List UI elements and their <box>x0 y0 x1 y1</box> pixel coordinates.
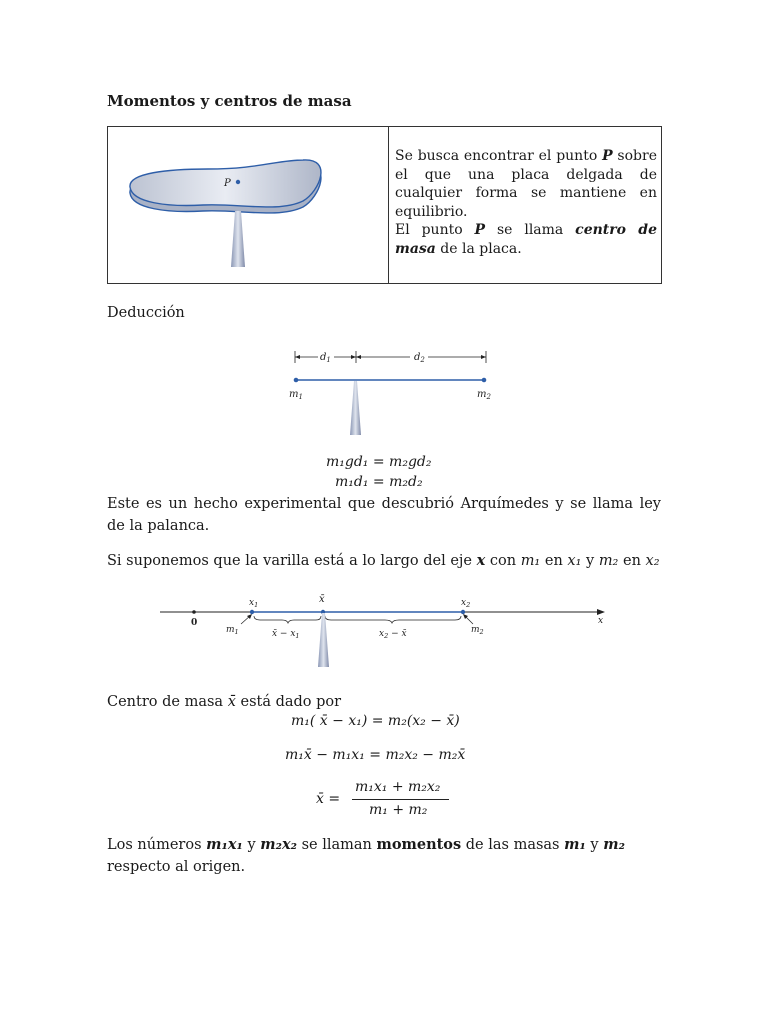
paragraph-center: Centro de masa x̄ está dado por <box>107 694 342 710</box>
svg-text:x2: $x_2$ <box>461 598 471 609</box>
origin <box>192 610 196 614</box>
svg-text:x̄: x̄ <box>319 594 325 605</box>
svg-text:m1: $m_1$ <box>226 625 239 636</box>
intro-box <box>107 126 662 284</box>
equation-1: m₁gd₁ = m₂gd₂ <box>326 454 432 470</box>
d2-label: $d_2$ <box>414 352 425 364</box>
axis-diagram <box>155 588 615 670</box>
page-title: Momentos y centros de masa <box>107 92 352 110</box>
plate-illustration <box>108 127 388 283</box>
pivot-pin <box>231 211 245 267</box>
m2-label: $m_2$ <box>477 389 491 401</box>
paragraph-moments: Los números m₁x₁ y m₂x₂ se llaman momentos de las masas m₁ y m₂ respecto al origen. <box>107 836 625 875</box>
svg-text:x̄ − x1: x̄ − $x_1$ <box>272 629 300 640</box>
point-p-label: P <box>224 178 231 189</box>
point-p-marker <box>236 180 240 184</box>
m1-label: $m_1$ <box>289 389 303 401</box>
fulcrum <box>350 381 361 435</box>
fulcrum <box>318 613 329 667</box>
m2-point <box>482 378 487 383</box>
svg-text:x: x <box>598 616 604 626</box>
equation-2: m₁d₁ = m₂d₂ <box>335 474 423 490</box>
svg-text:x2 − x̄: $x_2$ − x̄ <box>379 629 407 640</box>
paragraph-axis: Si suponemos que la varilla está a lo largo del eje x con m₁ en x₁ y m₂ en x₂ <box>107 552 660 569</box>
equation-5: x̄ = m₁x₁ + m₂x₂ m₁ + m₂ <box>316 779 456 819</box>
d1-label: $d_1$ <box>320 352 331 364</box>
section-heading: Deducción <box>107 305 185 321</box>
lever-diagram <box>280 345 500 440</box>
svg-text:0: 0 <box>191 618 198 628</box>
equation-4: m₁x̄ − m₁x₁ = m₂x₂ − m₂x̄ <box>285 747 466 763</box>
svg-text:m2: $m_2$ <box>471 625 484 636</box>
paragraph-archimedes: Este es un hecho experimental que descubrió Arquímedes y se llama ley de la palanca. <box>107 496 661 534</box>
box-divider <box>388 127 389 283</box>
equation-3: m₁( x̄ − x₁) = m₂(x₂ − x̄) <box>291 713 460 729</box>
m1-point <box>294 378 299 383</box>
svg-text:x1: $x_1$ <box>249 598 259 609</box>
intro-text: Se busca encontrar el punto P sobre el que una placa delgada de cualquier forma se mantiene en equilibrio. El punto P se llama centro de masa de la placa. <box>395 148 657 257</box>
